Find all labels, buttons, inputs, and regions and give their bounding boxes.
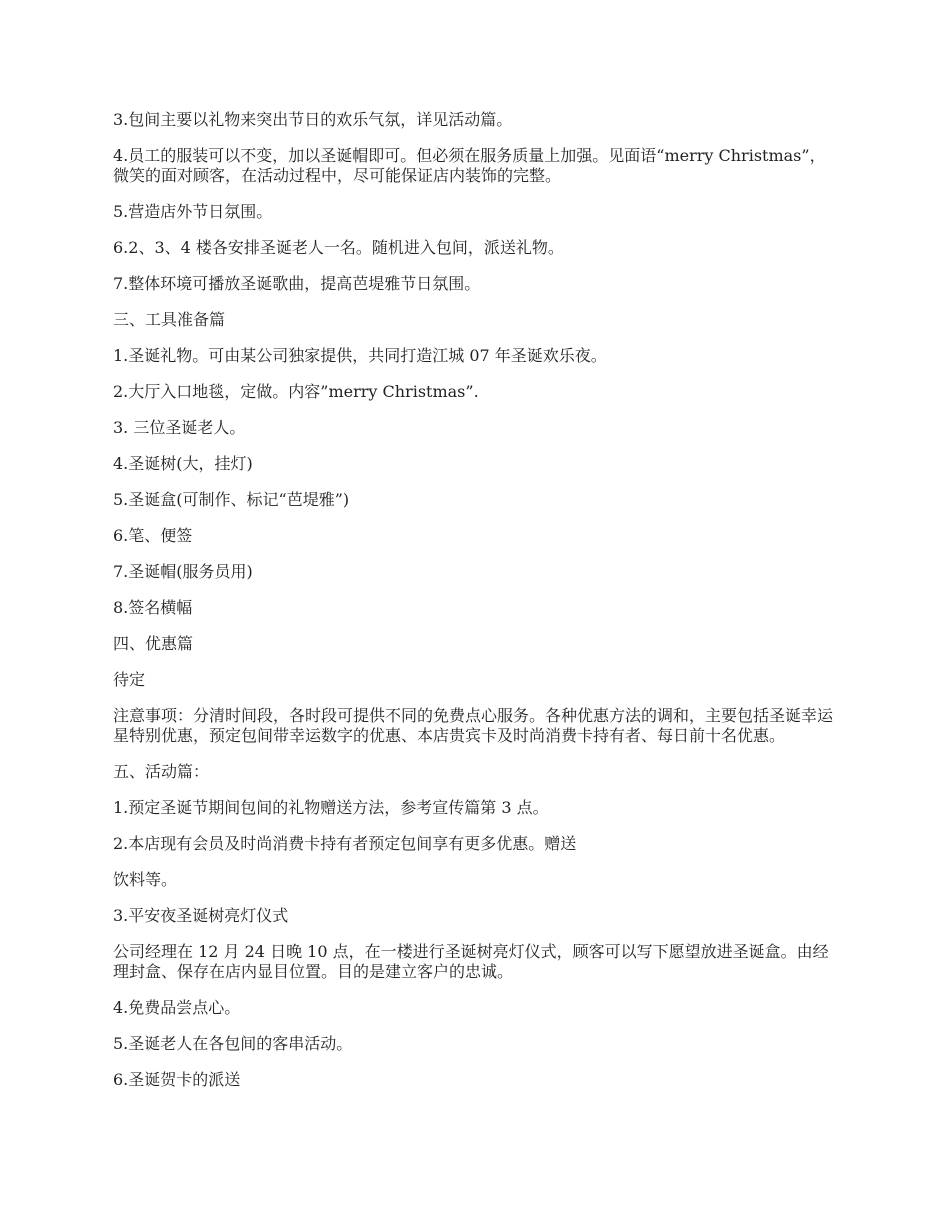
section-heading-discounts: 四、优惠篇 bbox=[113, 634, 194, 653]
list-item-tree-lighting: 3.平安夜圣诞树亮灯仪式 bbox=[113, 906, 289, 925]
document-body bbox=[113, 110, 841, 1106]
list-item-member-offers: 2.本店现有会员及时尚消费卡持有者预定包间享有更多优惠。赠送 bbox=[113, 834, 577, 853]
paragraph-christmas-music: 7.整体环境可播放圣诞歌曲，提高芭堤雅节日氛围。 bbox=[113, 274, 481, 293]
paragraph-notes: 注意事项：分清时间段，各时段可提供不同的免费点心服务。各种优惠方法的调和，主要包括圣诞幸运星特别优惠，预定包间带幸运数字的优惠、本店贵宾卡及时尚消费卡持有者、每日前十名优惠。 bbox=[113, 706, 834, 745]
paragraph-santa-per-floor: 6.2、3、4 楼各安排圣诞老人一名。随机进入包间，派送礼物。 bbox=[113, 238, 564, 257]
section-heading-tools: 三、工具准备篇 bbox=[113, 310, 226, 329]
list-item-gift-method: 1.预定圣诞节期间包间的礼物赠送方法，参考宣传篇第 3 点。 bbox=[113, 798, 549, 817]
section-heading-activities: 五、活动篇： bbox=[113, 762, 210, 781]
list-item-pen: 6.笔、便签 bbox=[113, 526, 193, 545]
list-item-santas: 3. 三位圣诞老人。 bbox=[113, 418, 246, 437]
paragraph-tree-lighting-detail: 公司经理在 12 月 24 日晚 10 点，在一楼进行圣诞树亮灯仪式，顾客可以写下愿望放进圣诞盒。由经理封盒、保存在店内显目位置。目的是建立客户的忠诚。 bbox=[113, 942, 829, 981]
paragraph-outdoor-atmosphere: 5.营造店外节日氛围。 bbox=[113, 202, 273, 221]
list-item-hat: 7.圣诞帽(服务员用) bbox=[113, 562, 253, 581]
paragraph-drinks: 饮料等。 bbox=[113, 870, 178, 889]
paragraph-staff-attire: 4.员工的服装可以不变，加以圣诞帽即可。但必须在服务质量上加强。见面语“merry Christmas”，微笑的面对顾客，在活动过程中，尽可能保证店内装饰的完整。 bbox=[113, 146, 826, 185]
list-item-free-snacks: 4.免费品尝点心。 bbox=[113, 998, 241, 1017]
list-item-carpet: 2.大厅入口地毯，定做。内容”merry Christmas”. bbox=[113, 382, 479, 401]
list-item-gifts: 1.圣诞礼物。可由某公司独家提供，共同打造江城 07 年圣诞欢乐夜。 bbox=[113, 346, 607, 365]
list-item-box: 5.圣诞盒(可制作、标记“芭堤雅”) bbox=[113, 490, 350, 509]
list-item-santa-visits: 5.圣诞老人在各包间的客串活动。 bbox=[113, 1034, 353, 1053]
list-item-tree: 4.圣诞树(大，挂灯) bbox=[113, 454, 253, 473]
list-item-banner: 8.签名横幅 bbox=[113, 598, 193, 617]
paragraph-tbd: 待定 bbox=[113, 670, 146, 689]
list-item-greeting-cards: 6.圣诞贺卡的派送 bbox=[113, 1070, 241, 1089]
paragraph-decor-3: 3.包间主要以礼物来突出节日的欢乐气氛，详见活动篇。 bbox=[113, 110, 513, 129]
